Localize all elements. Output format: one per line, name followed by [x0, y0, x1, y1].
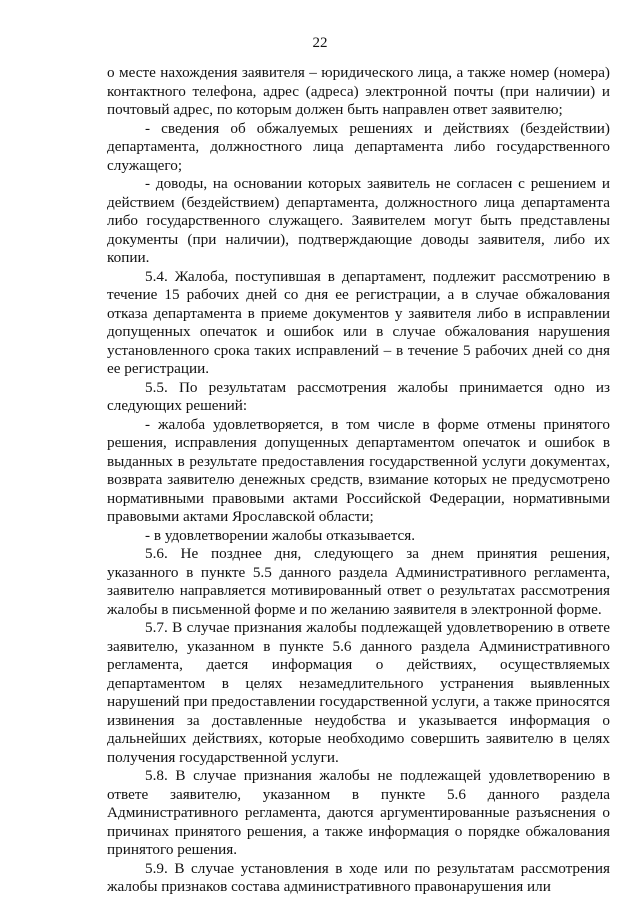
page-number: 22 [312, 35, 328, 51]
paragraph-5-9: 5.9. В случае установления в ходе или по результатам рассмотрения жалобы признаков состава административного правонарушения или [107, 859, 610, 895]
paragraph-complainant-address: о месте нахождения заявителя – юридического лица, а также номер (номера) контактного телефона, адрес (адреса) электронной почты (при наличии) и почтовый адрес, по которым должен быть направлен ответ заявителю; [107, 64, 610, 118]
paragraph-arguments: - доводы, на основании которых заявитель не согласен с решением и действием (бездействием) департамента, должностного лица департамента либо государственного служащего. Заявителем могут быть представлены документы (при наличии), подтверждающие доводы заявителя, либо их копии. [107, 175, 610, 266]
paragraph-5-7: 5.7. В случае признания жалобы подлежащей удовлетворению в ответе заявителю, указанном в пункте 5.6 данного раздела Административного регламента, дается информация о действиях, осуществляемых департаментом в целях незамедлительного устранения выявленных нарушений при предоставлении государственной услуги, а также приносятся извинения за доставленные неудобства и указывается информация о дальнейших действиях, которые необходимо совершить заявителю в целях получения государственной услуги. [107, 619, 610, 766]
document-body [107, 64, 610, 897]
paragraph-appealed-decisions: - сведения об обжалуемых решениях и действиях (бездействии) департамента, должностного лица департамента либо государственного служащего; [107, 119, 610, 174]
paragraph-5-5: 5.5. По результатам рассмотрения жалобы принимается одно из следующих решений: [107, 378, 610, 414]
paragraph-5-4: 5.4. Жалоба, поступившая в департамент, подлежит рассмотрению в течение 15 рабочих дней со дня ее регистрации, а в случае обжалования отказа департамента в приеме документов у заявителя либо в исправлении допущенных опечаток и ошибок или в случае обжалования нарушения установленного срока таких исправлений – в течение 5 рабочих дней со дня ее регистрации. [107, 267, 610, 377]
paragraph-complaint-satisfied: - жалоба удовлетворяется, в том числе в форме отмены принятого решения, исправления допущенных департаментом опечаток и ошибок в выданных в результате предоставления государственной услуги документах, возврата заявителю денежных средств, взимание которых не предусмотрено нормативными правовыми актами Российской Федерации, нормативными правовыми актами Ярославской области; [107, 415, 610, 525]
paragraph-5-8: 5.8. В случае признания жалобы не подлежащей удовлетворению в ответе заявителю, указанном в пункте 5.6 данного раздела Административного регламента, даются аргументированные разъяснения о причинах принятого решения, а также информация о порядке обжалования принятого решения. [107, 767, 610, 858]
paragraph-5-6: 5.6. Не позднее дня, следующего за днем принятия решения, указанного в пункте 5.5 данного раздела Административного регламента, заявителю направляется мотивированный ответ о результатах рассмотрения жалобы в письменной форме и по желанию заявителя в электронной форме. [107, 545, 610, 618]
paragraph-complaint-rejected: - в удовлетворении жалобы отказывается. [145, 526, 416, 544]
